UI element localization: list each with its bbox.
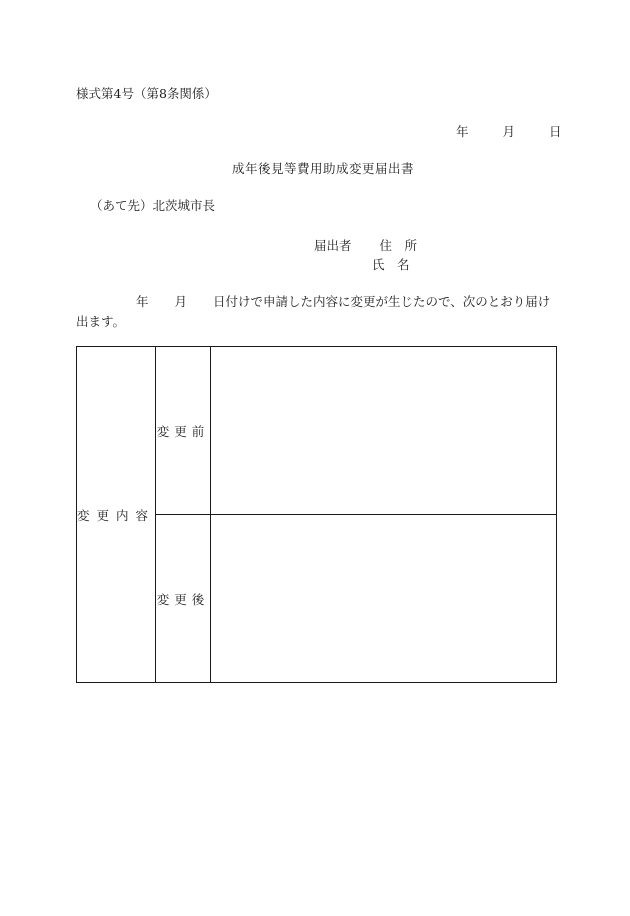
after-label: 変更後 xyxy=(156,591,210,607)
body-text: 日付けで申請した内容に変更が生じたので、次のとおり届け出ます。 xyxy=(76,294,551,329)
name-label: 氏 名 xyxy=(372,257,410,272)
submission-date xyxy=(456,122,561,140)
body-month-label: 月 xyxy=(174,294,188,309)
form-number: 様式第4号（第8条関係） xyxy=(76,86,217,101)
before-label: 変更前 xyxy=(156,423,210,439)
after-header xyxy=(156,515,211,683)
address-label: 住 所 xyxy=(379,238,417,253)
change-table xyxy=(76,346,557,683)
notifier-block xyxy=(314,236,417,254)
addressee: （あて先）北茨城市長 xyxy=(90,198,216,213)
after-value-cell[interactable] xyxy=(211,515,557,683)
change-content-header xyxy=(77,347,156,683)
document-title: 成年後見等費用助成変更届出書 xyxy=(232,161,415,176)
notifier-label: 届出者 xyxy=(314,238,352,253)
before-header xyxy=(156,347,211,515)
date-year-label: 年 xyxy=(456,124,469,139)
body-paragraph xyxy=(76,292,556,332)
date-month-label: 月 xyxy=(502,124,515,139)
before-value-cell[interactable] xyxy=(211,347,557,515)
body-year-label: 年 xyxy=(136,294,149,309)
change-content-label: 変更内容 xyxy=(77,507,156,523)
date-day-label: 日 xyxy=(548,124,562,139)
